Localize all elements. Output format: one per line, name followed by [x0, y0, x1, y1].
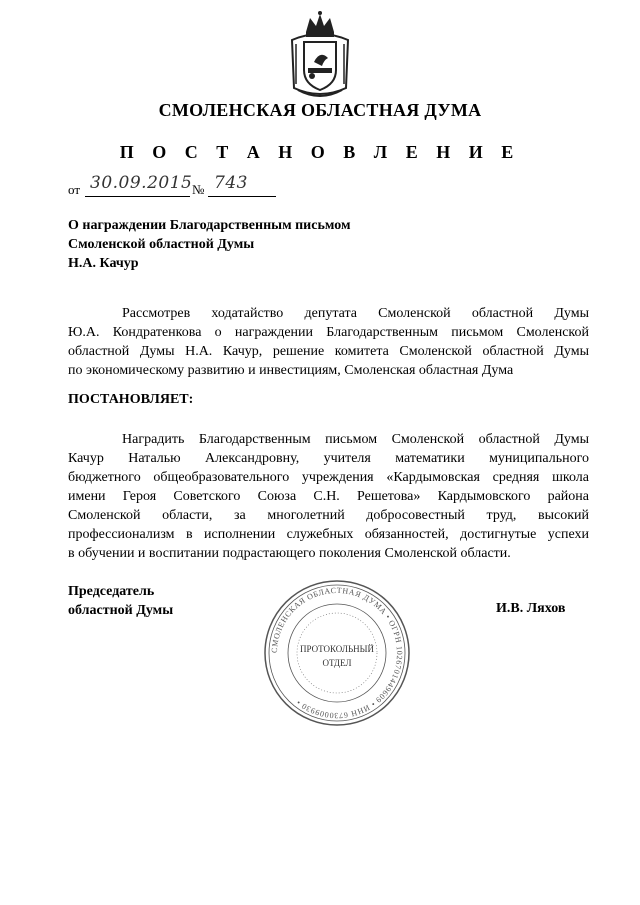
signatory-title-line: областной Думы — [68, 603, 174, 618]
resolution-line: бюджетного общеобразовательного учреждения «Кардымовская средняя школа — [68, 470, 589, 485]
preamble-line: по экономическому развитию и инвестициям, Смоленская областная Дума — [68, 363, 514, 378]
signatory-title — [68, 582, 173, 620]
resolution-line: в обучении и воспитании подрастающего поколения Смоленской области. — [68, 546, 511, 561]
document-type-title: П О С Т А Н О В Л Е Н И Е — [119, 142, 521, 162]
stamp-center-line: ОТДЕЛ — [322, 658, 352, 668]
preamble-line: областной Думы Н.А. Качур, решение комитета Смоленской областной Думы — [68, 344, 589, 359]
subject-line: Н.А. Качур — [68, 256, 139, 271]
resolution-line: имени Героя Советского Союза С.Н. Решетова» Кардымовского района — [68, 489, 589, 504]
signatory-title-line: Председатель — [68, 584, 155, 599]
document-subject — [68, 216, 350, 273]
signatory-name: И.В. Ляхов — [496, 601, 566, 616]
handwritten-date: 30.09.2015 — [90, 173, 193, 193]
organization-title: СМОЛЕНСКАЯ ОБЛАСТНАЯ ДУМА — [158, 100, 482, 120]
coat-of-arms-icon — [288, 10, 352, 100]
decree-heading: ПОСТАНОВЛЯЕТ: — [68, 392, 194, 407]
preamble-line: Рассмотрев ходатайство депутата Смоленской областной Думы — [122, 306, 589, 321]
official-seal-icon — [262, 578, 412, 728]
stamp-center-line: ПРОТОКОЛЬНЫЙ — [300, 644, 374, 654]
date-prefix: от — [68, 182, 81, 197]
number-label: № — [192, 182, 205, 197]
resolution-line: Наградить Благодарственным письмом Смоленской областной Думы — [122, 432, 589, 447]
resolution-line: Качур Наталью Александровну, учителя математики муниципального — [68, 451, 589, 466]
handwritten-number: 743 — [214, 173, 248, 193]
preamble-line: Ю.А. Кондратенкова о награждении Благодарственным письмом Смоленской — [68, 325, 589, 340]
subject-line: Смоленской областной Думы — [68, 237, 255, 252]
stamp-outer-text: СМОЛЕНСКАЯ ОБЛАСТНАЯ ДУМА • ОГРН 1026701449609 • ИНН 6730009930 • — [269, 585, 405, 721]
resolution-line: профессионализм в исполнении служебных обязанностей, достигнутые успехи — [68, 527, 589, 542]
resolution-line: Смоленской области, за многолетний добросовестный труд, высокий — [68, 508, 589, 523]
preamble-paragraph — [68, 304, 589, 380]
subject-line: О награждении Благодарственным письмом — [68, 218, 351, 233]
resolution-paragraph — [68, 430, 589, 563]
